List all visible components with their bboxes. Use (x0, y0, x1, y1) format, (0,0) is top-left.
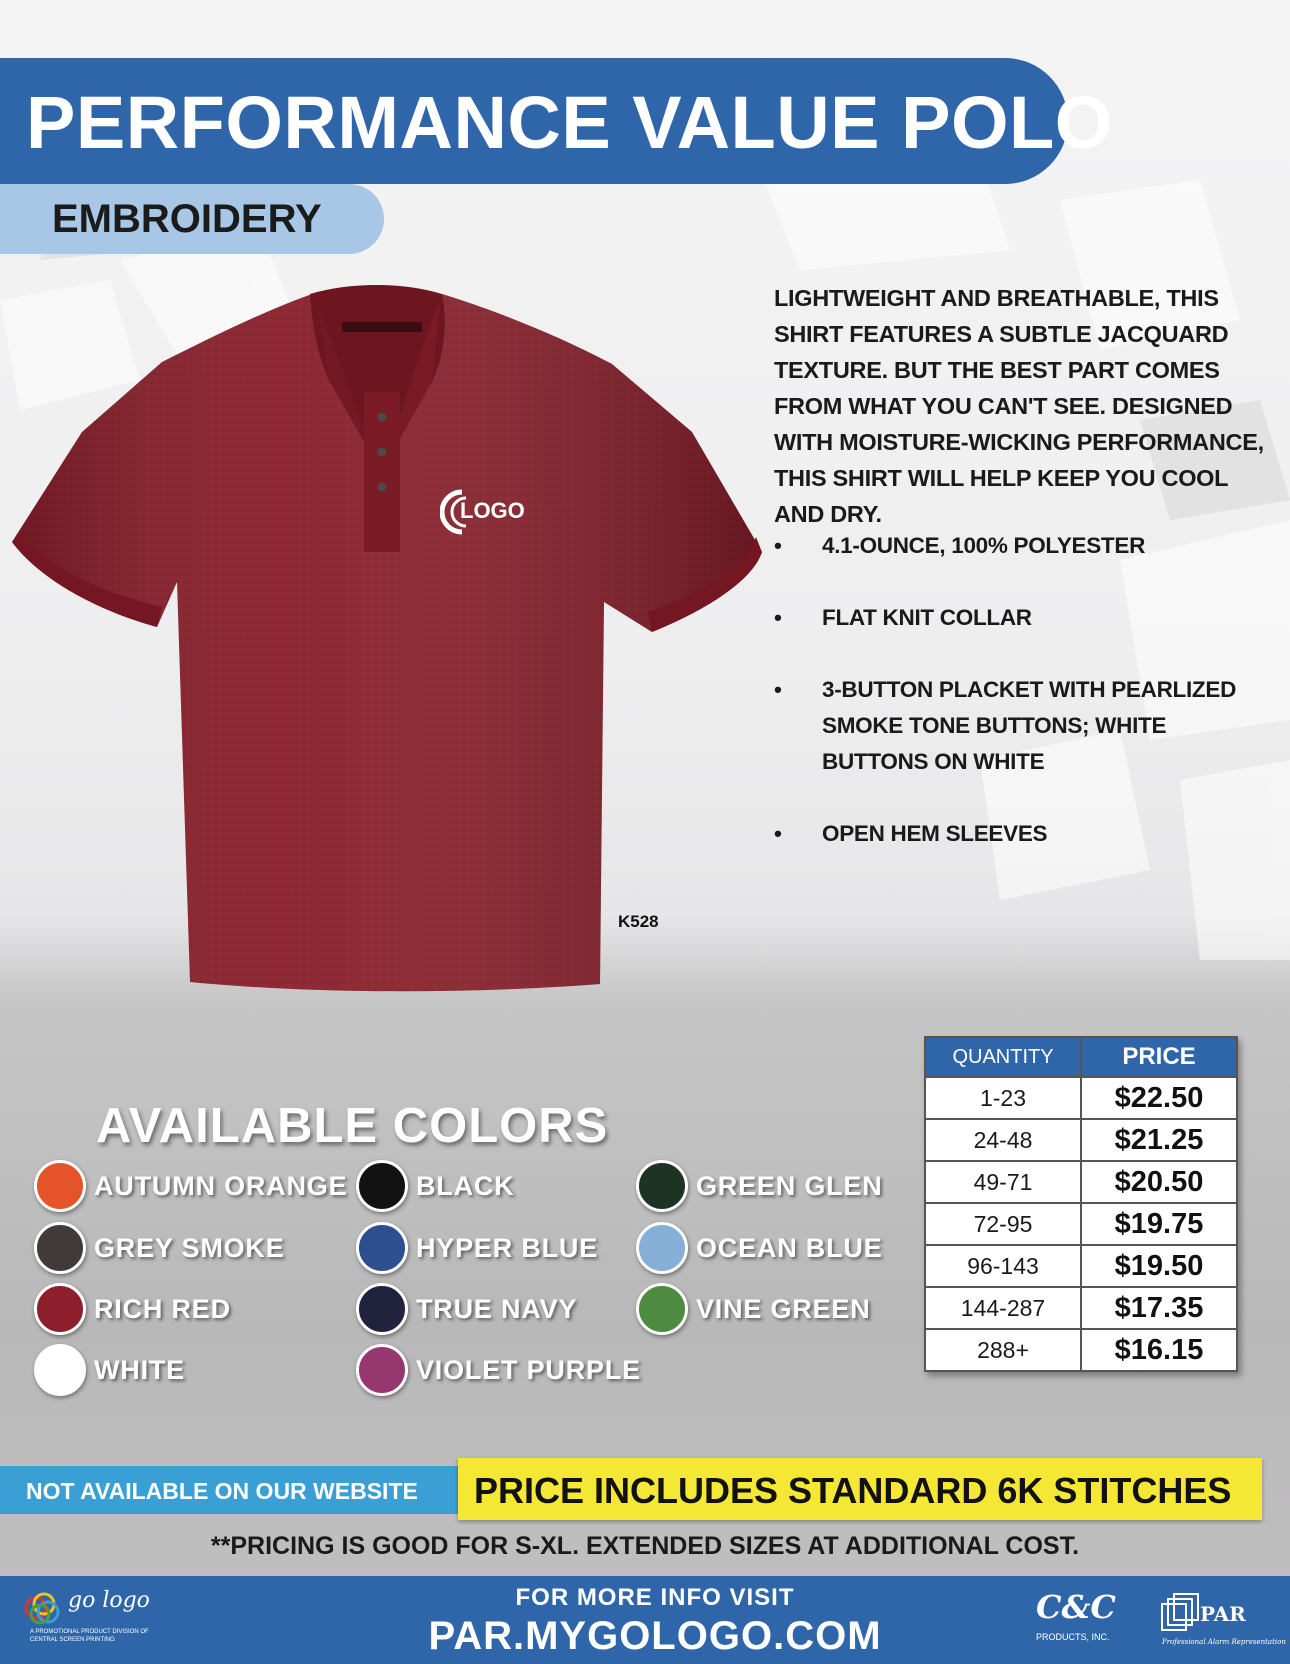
par-subtitle: Professional Alarm Representation (1162, 1638, 1286, 1646)
color-name: VIOLET PURPLE (416, 1355, 641, 1385)
price-table (924, 1036, 1238, 1372)
quantity-cell: 144-287 (925, 1287, 1081, 1329)
quantity-cell: 72-95 (925, 1203, 1081, 1245)
table-row (925, 1161, 1237, 1203)
stitches-banner (458, 1458, 1262, 1520)
table-row (925, 1077, 1237, 1119)
website-link[interactable]: PAR.MYGOLOGO.COM (428, 1614, 882, 1658)
style-code: K528 (618, 912, 659, 931)
color-swatch (356, 1344, 408, 1396)
subtitle-banner (0, 184, 384, 254)
color-swatch (34, 1222, 86, 1274)
par-squares-icon (1160, 1592, 1200, 1636)
color-name: HYPER BLUE (416, 1233, 599, 1263)
price-cell: $17.35 (1081, 1287, 1237, 1329)
logo-placeholder-text: LOGO (460, 498, 525, 523)
table-row (925, 1287, 1237, 1329)
table-row (925, 1119, 1237, 1161)
price-cell: $19.50 (1081, 1245, 1237, 1287)
quantity-cell: 288+ (925, 1329, 1081, 1371)
color-name: TRUE NAVY (416, 1294, 578, 1324)
table-row (925, 1245, 1237, 1287)
bullet-icon: • (774, 605, 782, 630)
color-swatch (34, 1283, 86, 1335)
color-swatch (636, 1283, 688, 1335)
bullet-icon: • (774, 533, 782, 558)
price-cell: $21.25 (1081, 1119, 1237, 1161)
go-logo-tagline: A PROMOTIONAL PRODUCT DIVISION OF CENTRAL SCREEN PRINTING (30, 1629, 149, 1643)
price-cell: $22.50 (1081, 1077, 1237, 1119)
feature-item (774, 672, 1274, 780)
color-swatch (356, 1160, 408, 1212)
color-swatch (356, 1283, 408, 1335)
feature-item (774, 528, 1274, 564)
polo-shirt-image (12, 282, 762, 1022)
color-swatch (636, 1222, 688, 1274)
color-name: VINE GREEN (696, 1294, 871, 1324)
quantity-cell: 49-71 (925, 1161, 1081, 1203)
cc-subtitle: PRODUCTS, INC. (1036, 1632, 1110, 1642)
more-info-label: FOR MORE INFO VISIT (515, 1584, 795, 1611)
par-wordmark: PAR (1200, 1602, 1246, 1626)
feature-list (774, 528, 1274, 888)
table-row (925, 1329, 1237, 1371)
color-name: AUTUMN ORANGE (94, 1171, 348, 1201)
cc-wordmark: C&C (1036, 1588, 1116, 1626)
table-row (925, 1203, 1237, 1245)
bullet-icon: • (774, 821, 782, 846)
feature-item (774, 816, 1274, 852)
par-logo (1160, 1588, 1286, 1654)
price-table-header (925, 1037, 1237, 1077)
quantity-cell: 24-48 (925, 1119, 1081, 1161)
feature-item (774, 600, 1274, 636)
color-name: BLACK (416, 1171, 515, 1201)
price-cell: $20.50 (1081, 1161, 1237, 1203)
footer (0, 1576, 1290, 1664)
quantity-header: QUANTITY (925, 1037, 1081, 1077)
feature-text: 4.1-OUNCE, 100% POLYESTER (822, 533, 1146, 558)
title-banner (0, 58, 1113, 184)
color-swatch (34, 1344, 86, 1396)
color-name: WHITE (94, 1355, 185, 1385)
feature-text: OPEN HEM SLEEVES (822, 821, 1048, 846)
decoration-method: EMBROIDERY (52, 197, 322, 241)
color-name: GREY SMOKE (94, 1233, 285, 1263)
not-available-banner (0, 1466, 462, 1514)
cc-products-logo (1030, 1588, 1120, 1654)
price-cell: $16.15 (1081, 1329, 1237, 1371)
price-cell: $19.75 (1081, 1203, 1237, 1245)
color-swatch (356, 1222, 408, 1274)
quantity-cell: 1-23 (925, 1077, 1081, 1119)
color-name: RICH RED (94, 1294, 231, 1324)
color-name: GREEN GLEN (696, 1171, 883, 1201)
quantity-cell: 96-143 (925, 1245, 1081, 1287)
price-header: PRICE (1081, 1037, 1237, 1077)
color-name: OCEAN BLUE (696, 1233, 883, 1263)
product-description: LIGHTWEIGHT AND BREATHABLE, THIS SHIRT FEATURES A SUBTLE JACQUARD TEXTURE. BUT THE BEST PART COMES FROM WHAT YOU CAN'T SEE. DESIGNED WITH MOISTURE-WICKING PERFORMANCE, THIS SHIRT WILL HELP KEEP YOU COOL AND DRY. (774, 285, 1264, 527)
not-available-text: NOT AVAILABLE ON OUR WEBSITE (26, 1478, 418, 1504)
feature-text: FLAT KNIT COLLAR (822, 605, 1032, 630)
go-logo-wordmark: go logo (68, 1588, 150, 1613)
color-swatch (636, 1160, 688, 1212)
page-title: PERFORMANCE VALUE POLO (26, 81, 1113, 164)
bullet-icon: • (774, 677, 782, 702)
stitches-text: PRICE INCLUDES STANDARD 6K STITCHES (474, 1470, 1232, 1511)
sizing-note: **PRICING IS GOOD FOR S-XL. EXTENDED SIZES AT ADDITIONAL COST. (210, 1532, 1080, 1560)
available-colors-heading: AVAILABLE COLORS (96, 1099, 609, 1153)
feature-text: 3-BUTTON PLACKET WITH PEARLIZED SMOKE TONE BUTTONS; WHITE BUTTONS ON WHITE (822, 677, 1237, 774)
color-swatch (34, 1160, 86, 1212)
